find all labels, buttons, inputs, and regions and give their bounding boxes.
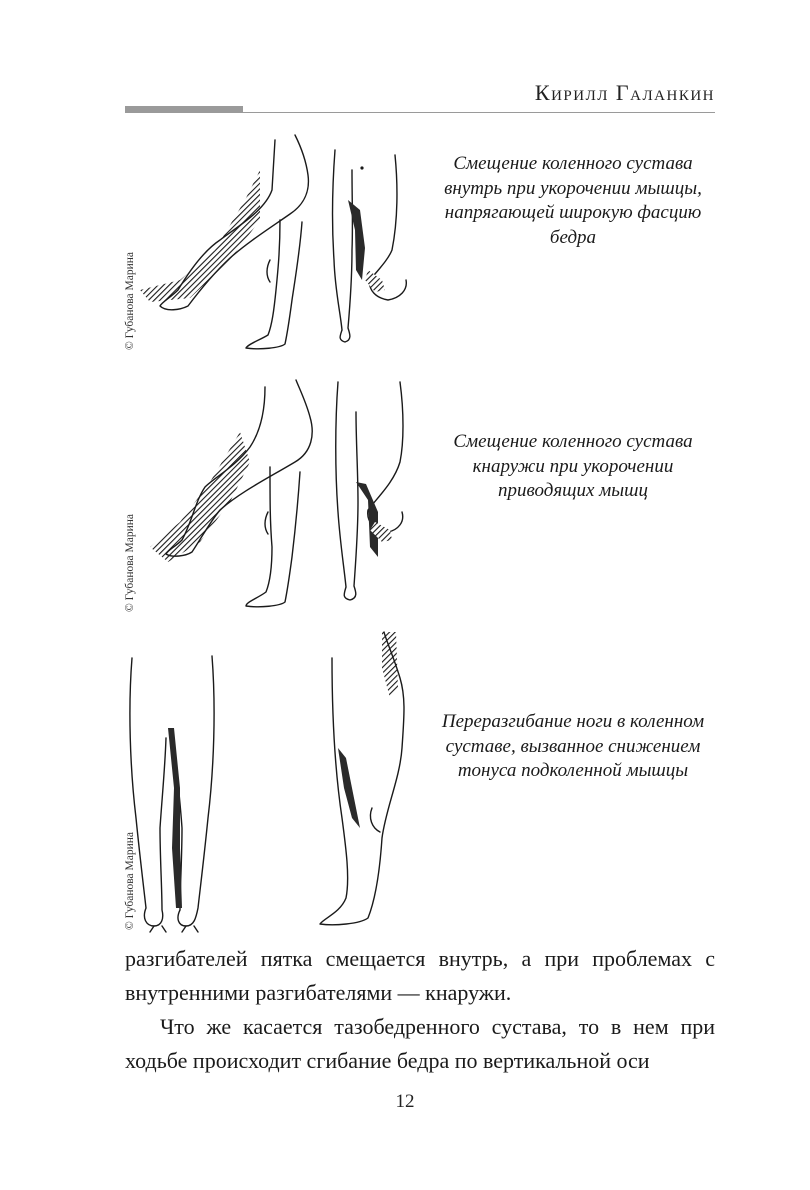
page-number: 12	[395, 1091, 415, 1112]
figure-caption	[418, 710, 728, 784]
image-credit: © Губанова Марина	[124, 831, 136, 930]
caption-line: кнаружи при укорочении	[472, 455, 674, 477]
body-paragraph	[125, 942, 715, 1010]
body-text-new-paragraph: Что же касается тазобедренного сустава, то в нем при ходьбе происходит сгибание бедра по вертикальной оси	[125, 1014, 715, 1073]
figure-knee-inward-illustration	[120, 130, 420, 360]
caption-line: бедра	[549, 226, 597, 248]
caption-line: тонуса подколенной мышцы	[457, 760, 689, 781]
header-rule	[125, 112, 715, 113]
image-credit: © Губанова Марина	[124, 513, 136, 612]
image-credit: © Губанова Марина	[124, 251, 136, 350]
body-paragraph	[125, 1010, 715, 1078]
caption-line: суставе, вызванное снижением	[445, 735, 701, 757]
caption-line: приводящих мышц	[497, 480, 649, 501]
running-header-author: Кирилл Галанкин	[534, 80, 715, 105]
figure-caption	[418, 152, 728, 250]
caption-line: внутрь при укорочении мышцы,	[444, 177, 702, 199]
body-text-continued: разгибателей пятка смещается внутрь, а при проблемах с внутренними разгибателями — кнаружи.	[125, 946, 715, 1005]
caption-line: Переразгибание ноги в коленном	[441, 711, 705, 732]
caption-line: Смещение коленного сустава	[453, 431, 693, 452]
caption-line: напрягающей широкую фасцию	[444, 202, 702, 223]
figure-knee-hyperextension-illustration	[110, 628, 420, 938]
figure-knee-outward-illustration	[120, 372, 420, 612]
figure-caption	[418, 430, 728, 504]
caption-line: Смещение коленного сустава	[453, 153, 693, 174]
